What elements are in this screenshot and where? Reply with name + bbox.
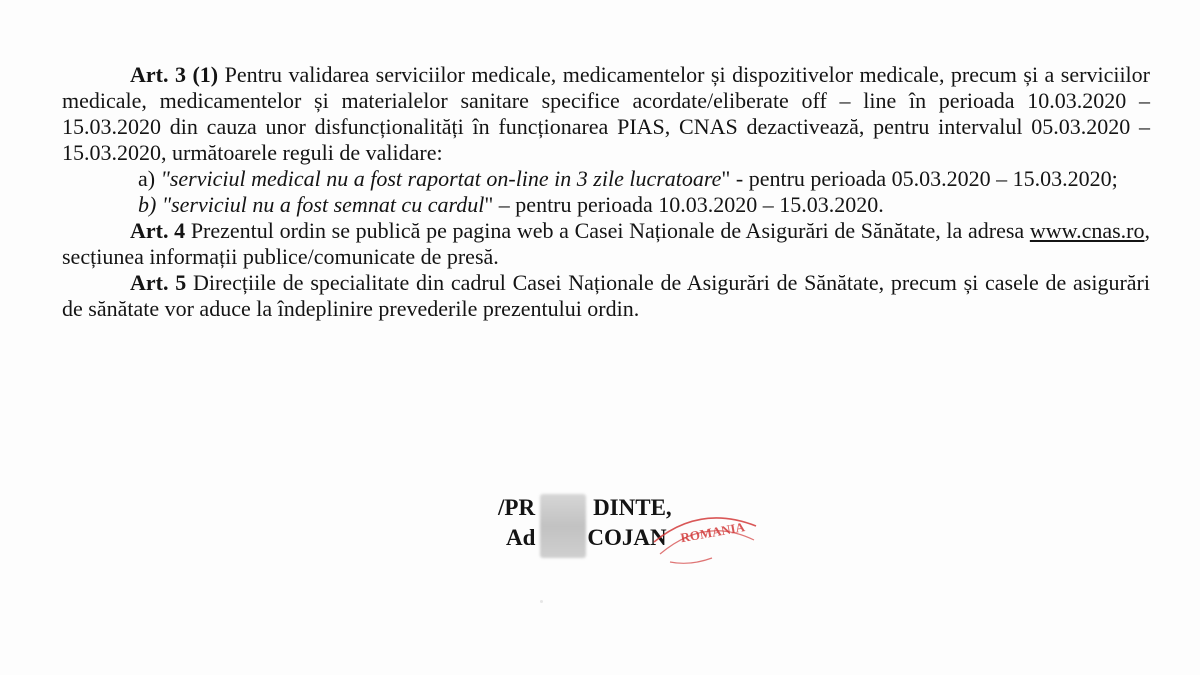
article-3-item-b (62, 192, 1150, 218)
signature-name-suffix: COJAN (587, 525, 667, 550)
signature-name-prefix: Ad (506, 525, 536, 550)
article-5-text: Direcțiile de specialitate din cadrul Casei Naționale de Asigurări de Sănătate, precum și casele de asigurări de sănătate vor aduce la îndeplinire prevederile prezentului ordin. (62, 270, 1150, 321)
article-4-text-before: Prezentul ordin se publică pe pagina web a Casei Naționale de Asigurări de Sănătate, la adresa (185, 218, 1030, 243)
item-a-suffix: " - pentru perioada 05.03.2020 – 15.03.2020; (721, 166, 1118, 191)
official-stamp-icon (650, 496, 760, 568)
signature-block (490, 494, 770, 574)
item-a-quote: "serviciul medical nu a fost raportat on-line in 3 zile lucratoare (160, 166, 722, 191)
article-3-text: Pentru validarea serviciilor medicale, medicamentelor și dispozitivelor medicale, precum și a serviciilor medicale, medicamentelor și materialelor sanitare specifice acordate/eliberate off – line în perioada 10.03.2020 – 15.03.2020 din cauza unor disfuncționalități în funcționarea PIAS, CNAS dezactivează, pentru intervalul 05.03.2020 – 15.03.2020, următoarele reguli de validare: (62, 62, 1150, 165)
article-4-text-after: , secțiunea informații publice/comunicate de presă. (62, 218, 1150, 269)
article-3-label: Art. 3 (1) (130, 62, 219, 87)
article-3-paragraph (62, 62, 1150, 166)
item-b-suffix: " – pentru perioada 10.03.2020 – 15.03.2020. (484, 192, 884, 217)
article-4-paragraph (62, 218, 1150, 270)
article-5-paragraph (62, 270, 1150, 322)
article-5-label: Art. 5 (130, 270, 187, 295)
document-body (62, 62, 1150, 322)
cnas-website-link[interactable]: www.cnas.ro (1029, 218, 1145, 243)
stamp-text: ROMANIA (679, 519, 746, 546)
item-b-quote: b) "serviciul nu a fost semnat cu cardul (138, 192, 485, 217)
item-a-prefix: a) (138, 166, 161, 191)
article-3-item-a (62, 166, 1150, 192)
signature-title-prefix: /PR (498, 495, 536, 520)
article-4-label: Art. 4 (130, 218, 186, 243)
signature-name (506, 524, 667, 552)
scan-speck (540, 600, 543, 603)
signature-title-suffix: DINTE, (593, 495, 672, 520)
redaction-blur (540, 494, 586, 558)
